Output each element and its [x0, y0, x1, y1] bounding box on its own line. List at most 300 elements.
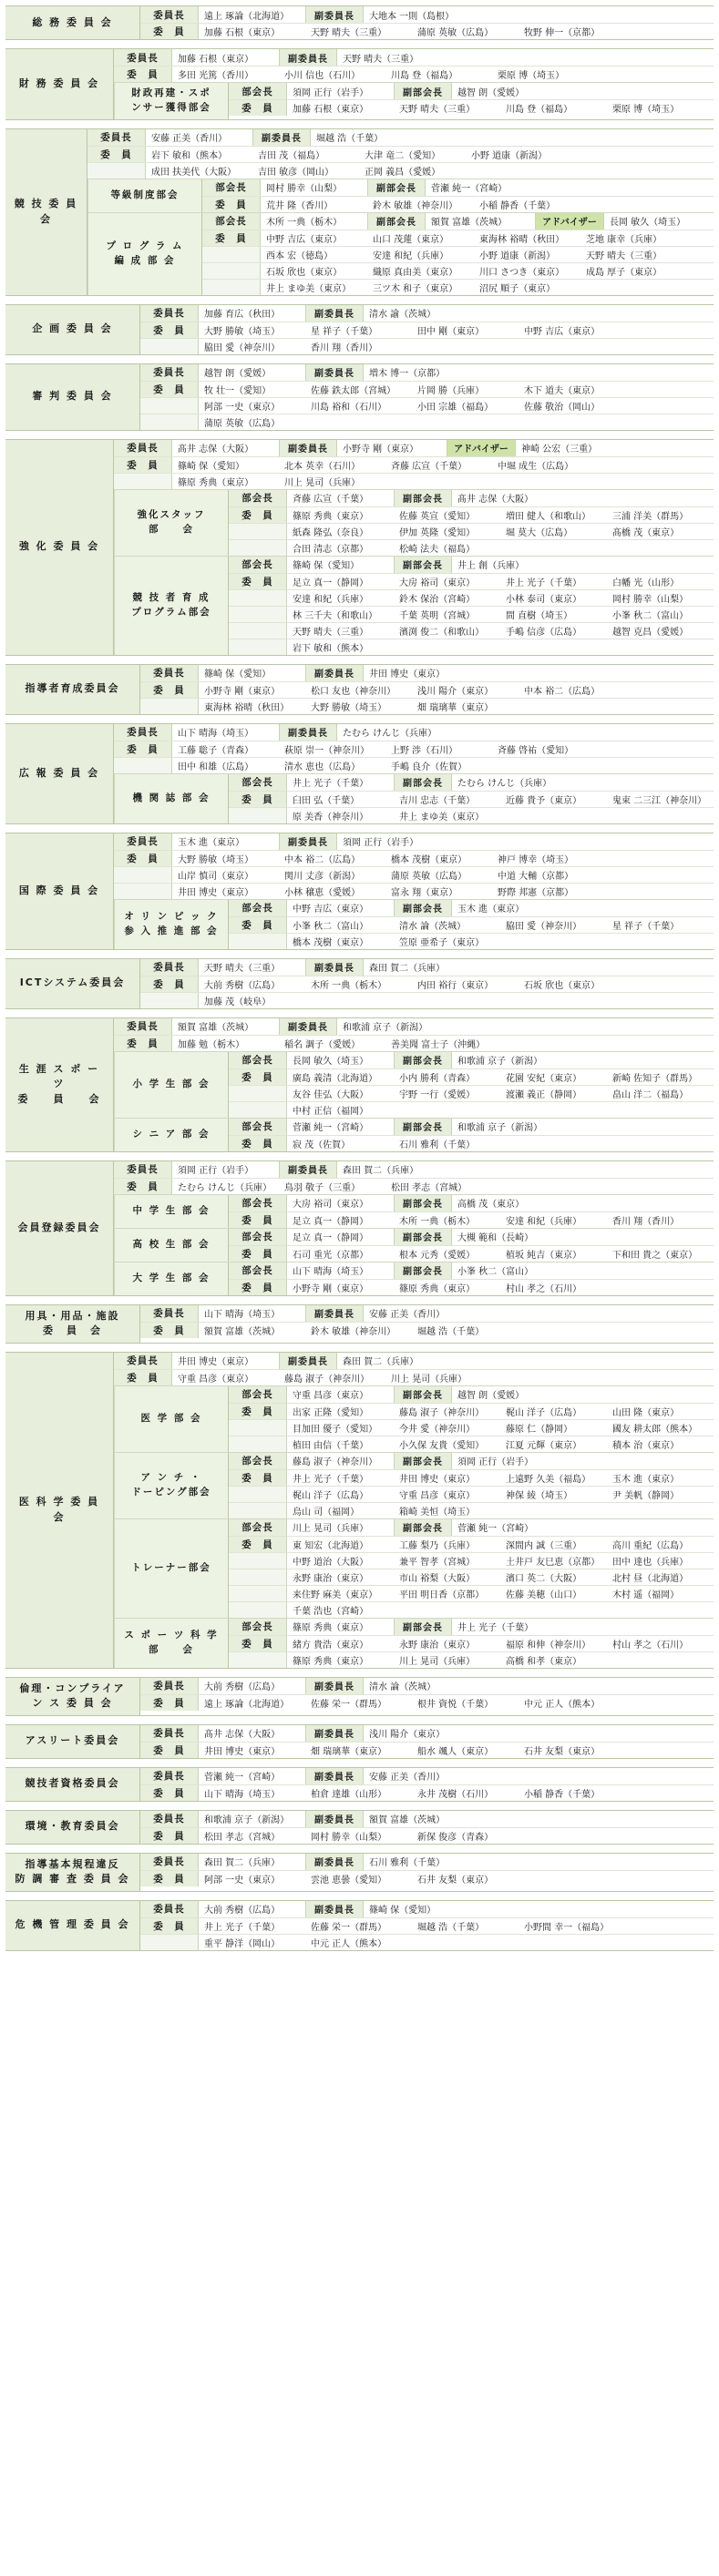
member-row [140, 364, 714, 381]
member-name: 石井 友梨（東京） [417, 1875, 494, 1886]
member-name: 脇田 愛（神奈川） [204, 342, 281, 353]
member-name: 小峯 秋二（富山） [612, 610, 689, 621]
subcommittee-name: ア ン チ ・ ドーピング部会 [114, 1453, 229, 1518]
committee-section [5, 128, 714, 296]
member-name: 兼平 智孝（宮城） [399, 1557, 476, 1568]
member-name: 北村 昼（北海道） [612, 1573, 689, 1584]
member-name: 髙橋 茂（東京） [612, 527, 680, 538]
member-name: 蒲原 英敏（広島） [204, 418, 281, 429]
role-label: 委員長 [140, 959, 199, 976]
role-label [229, 1086, 287, 1101]
member-name: 川島 裕和（石川） [311, 402, 387, 413]
member-name: 成田 扶美代（大阪） [151, 167, 237, 178]
subcommittee-rows [229, 774, 714, 823]
subcommittee-rows [229, 1052, 714, 1118]
member-row [229, 1403, 714, 1419]
role-label [229, 623, 287, 639]
committee-section [5, 833, 714, 950]
member-name: 小林 泰司（東京） [506, 594, 582, 605]
member-name: 東海林 裕晴（秋田） [204, 702, 290, 713]
committee-section [5, 304, 714, 355]
role-label [229, 808, 287, 823]
vice-chair-label: 副委員長 [305, 1678, 364, 1694]
member-name: 木所 一典（栃木） [311, 980, 387, 991]
committee-body [114, 49, 714, 119]
member-name: 額賀 富雄（茨城） [204, 1326, 281, 1337]
vice-chair-label: 副部会長 [394, 557, 452, 573]
vice-chair-label: 副部会長 [394, 774, 452, 791]
role-label: 委員長 [140, 6, 199, 23]
member-row [202, 213, 714, 230]
member-row [140, 698, 714, 714]
subcommittee-block [87, 179, 714, 212]
member-name: 来住野 麻美（東京） [293, 1590, 378, 1600]
role-label [229, 607, 287, 622]
committee-body [114, 833, 714, 949]
member-name: 井田 博史（東京） [178, 887, 254, 898]
role-label: 委 員 [140, 322, 199, 338]
member-name: 大地本 一則（島根） [369, 11, 455, 22]
role-label [229, 1487, 287, 1502]
subcommittee-block [114, 556, 714, 655]
member-name: 富永 翔（東京） [391, 887, 458, 898]
role-label [229, 1602, 287, 1618]
member-name: 工藤 梨乃（兵庫） [399, 1540, 476, 1551]
member-name: 梶山 洋子（広島） [506, 1407, 582, 1418]
member-row [140, 1305, 714, 1322]
member-row [114, 440, 714, 456]
subcommittee-block [114, 82, 714, 119]
member-name: 新崎 佐知子（群馬） [612, 1073, 698, 1084]
role-label: 委 員 [229, 100, 287, 116]
member-name: 佐藤 栄一（群馬） [311, 1699, 387, 1710]
member-name: 吉川 忠志（千葉） [399, 795, 476, 806]
member-row [229, 83, 714, 99]
member-name: 岩下 敏和（熊本） [151, 150, 228, 161]
role-label: 部会長 [229, 490, 287, 506]
member-row [229, 807, 714, 823]
member-name: 新保 俊彦（青森） [417, 1832, 494, 1843]
role-label: 委員長 [114, 724, 172, 741]
member-name: 村山 孝之（石川） [612, 1640, 689, 1651]
subcommittee-rows [229, 1386, 714, 1452]
member-row [229, 1552, 714, 1569]
member-name: 濱渕 俊二（和歌山） [399, 627, 485, 638]
member-name: 鈴木 保治（宮崎） [399, 594, 476, 605]
member-name: 玉木 進（東京） [178, 838, 245, 848]
member-name: 石司 重光（京都） [293, 1250, 369, 1261]
role-label: 委 員 [229, 1212, 287, 1228]
member-name: 烏山 司（福岡） [293, 1507, 360, 1518]
member-row [229, 523, 714, 539]
member-name: 紙森 隆弘（奈良） [293, 527, 369, 538]
member-name: 畠山 洋二（福島） [612, 1089, 689, 1100]
member-name: 額賀 富雄（茨城） [178, 1023, 254, 1033]
member-name: 牧野 伸一（京都） [524, 28, 601, 38]
member-name: 髙井 志保（大阪） [178, 445, 254, 455]
member-row [229, 791, 714, 807]
committee-name: 生 涯 ス ポ ー ツ 委 員 会 [5, 1018, 114, 1151]
member-row [114, 757, 714, 773]
member-name: 小野寺 剛（東京） [293, 1283, 369, 1294]
committee-section [5, 5, 714, 40]
member-row [229, 506, 714, 523]
committee-body [140, 1901, 714, 1950]
member-name: 東 知宏（北海道） [293, 1540, 369, 1551]
member-name: 大津 竜二（愛知） [365, 150, 441, 161]
role-label [229, 1420, 287, 1436]
role-label: 部会長 [229, 1052, 287, 1068]
member-name: 神崎 公宏（三重） [521, 445, 598, 455]
vice-chair-label: 副部会長 [394, 83, 452, 99]
vice-chair-label: 副委員長 [305, 364, 364, 381]
member-row [202, 196, 714, 212]
committee-rows [140, 364, 714, 430]
committee-block [140, 1678, 714, 1711]
vice-chair-label: 副委員長 [305, 1811, 364, 1827]
committee-section [5, 1017, 714, 1152]
member-name: 須岡 正行（岩手） [457, 1457, 534, 1467]
member-name: 藤島 淑子（神奈川） [293, 1457, 378, 1467]
role-label: 委員長 [140, 665, 199, 681]
role-label: 委 員 [229, 1537, 287, 1552]
member-name: 寂 茂（佐賀） [293, 1140, 351, 1150]
member-name: 田中 達也（兵庫） [612, 1557, 689, 1568]
member-name: 合田 清志（京都） [293, 544, 369, 555]
vice-chair-label: 副部会長 [367, 179, 426, 196]
member-name: 尹 美帆（静岡） [612, 1490, 680, 1501]
member-name: 今井 愛（神奈川） [399, 1424, 476, 1435]
member-row [140, 1854, 714, 1870]
advisor-label: アドバイザー [447, 440, 516, 456]
role-label [202, 263, 261, 279]
member-row [229, 1419, 714, 1436]
member-row [229, 1068, 714, 1085]
member-name: たむら けんじ（兵庫） [457, 779, 552, 789]
vice-chair-label: 副委員長 [305, 959, 364, 976]
member-name: 大槻 範和（長崎） [457, 1233, 534, 1243]
member-name: 天野 晴夫（三重） [343, 54, 419, 65]
member-row [229, 933, 714, 949]
role-label: 委 員 [229, 1470, 287, 1486]
member-row [229, 1651, 714, 1668]
committee-rows [114, 1161, 714, 1194]
member-row [229, 1519, 714, 1536]
member-name: 稲名 調子（愛媛） [284, 1039, 361, 1050]
member-row [140, 1742, 714, 1758]
role-label: 委 員 [229, 507, 287, 523]
committee-block [114, 1353, 714, 1385]
member-row [229, 1279, 714, 1295]
member-name: 額賀 富雄（茨城） [431, 218, 508, 228]
vice-chair-label: 副委員長 [279, 833, 337, 850]
member-row [229, 1211, 714, 1228]
member-name: たむら けんじ（兵庫） [178, 1182, 272, 1193]
member-name: 長岡 敏久（埼玉） [293, 1057, 369, 1067]
member-name: 山下 晴海（埼玉） [293, 1267, 369, 1277]
member-name: 箱崎 美恒（埼玉） [399, 1507, 476, 1518]
member-name: 鈴木 敏雄（神奈川） [311, 1326, 396, 1337]
member-name: 間 直樹（埼玉） [506, 610, 573, 621]
member-row [140, 414, 714, 430]
member-name: 山田 隆（東京） [612, 1407, 680, 1418]
member-row [229, 1101, 714, 1118]
member-name: 篠原 秀典（東京） [293, 1623, 369, 1633]
member-row [114, 1178, 714, 1194]
role-label [202, 280, 261, 295]
member-name: 臼田 弘（千葉） [293, 795, 360, 806]
role-label: 部会長 [229, 1619, 287, 1635]
member-name: 井上 創（兵庫） [457, 561, 525, 571]
role-label: 委 員 [114, 1370, 172, 1385]
committee-name: 広 報 委 員 会 [5, 724, 114, 823]
member-name: 佐藤 敬治（岡山） [524, 402, 601, 413]
member-name: 安達 和紀（兵庫） [293, 594, 369, 605]
member-name: 植坂 純吉（東京） [506, 1250, 582, 1261]
member-name: 手嶋 良介（佐賀） [391, 762, 467, 772]
member-name: 小野間 幸一（福島） [524, 1922, 610, 1933]
subcommittee-name: プ ロ グ ラ ム 編 成 部 会 [87, 213, 202, 295]
member-name: 和歌浦 京子（新潟） [343, 1023, 428, 1033]
member-name: 加藤 石根（東京） [178, 54, 254, 65]
member-name: 森田 賀二（兵庫） [343, 1166, 419, 1176]
member-name: 工藤 聡子（青森） [178, 745, 254, 756]
committee-rows [87, 129, 714, 179]
committee-rows [140, 1678, 714, 1711]
role-label: 委員長 [114, 440, 172, 456]
committee-body [114, 1353, 714, 1668]
subcommittee-rows [202, 179, 714, 212]
member-name: 足立 真一（静岡） [293, 1233, 369, 1243]
role-label [229, 540, 287, 556]
member-row [114, 1369, 714, 1385]
member-name: 天野 晴夫（三重） [586, 250, 663, 261]
member-name: 栗原 博（埼玉） [612, 105, 680, 115]
vice-chair-label: 副委員長 [279, 1018, 337, 1035]
member-name: 大房 裕司（東京） [293, 1200, 369, 1210]
member-row [229, 1453, 714, 1469]
member-row [114, 1161, 714, 1178]
role-label: 委 員 [114, 1179, 172, 1194]
committee-section [5, 1677, 714, 1716]
committee-rows [140, 959, 714, 1008]
subcommittee-block [114, 1518, 714, 1618]
committee-name: 企 画 委 員 会 [5, 305, 140, 354]
subcommittee-name: 競 技 者 育 成 プログラム部会 [114, 557, 229, 655]
member-name: 山口 茂蓮（東京） [373, 234, 449, 245]
member-name: 小野 道康（新潟） [479, 250, 556, 261]
member-row [140, 976, 714, 992]
member-name: 蒲原 英敏（広島） [391, 871, 467, 882]
role-label: 委 員 [140, 1743, 199, 1758]
role-label: 部会長 [229, 1229, 287, 1245]
committee-body [114, 724, 714, 823]
member-name: 小野寺 剛（東京） [343, 445, 419, 455]
member-name: 和歌浦 京子（新潟） [457, 1123, 543, 1133]
member-name: 加藤 石根（東京） [204, 28, 281, 38]
role-label: 委 員 [140, 24, 199, 39]
role-label: 委 員 [140, 382, 199, 397]
subcommittee-rows [229, 83, 714, 119]
member-row [87, 162, 714, 179]
member-name: 浅川 陽介（東京） [417, 686, 494, 697]
member-name: 大野 勝敏（埼玉） [204, 326, 281, 337]
member-name: 上遠野 久美（福島） [506, 1474, 591, 1485]
member-name: 重平 静洋（岡山） [204, 1938, 281, 1949]
member-name: 神保 綾（埼玉） [506, 1490, 573, 1501]
vice-chair-label: 副部会長 [394, 490, 452, 506]
member-name: 小内 勝利（青森） [399, 1073, 476, 1084]
member-name: 大野 勝敏（埼玉） [178, 854, 254, 865]
committee-name: 指導基本規程違反 防 調 審 査 委 員 会 [5, 1854, 140, 1891]
committee-rows [140, 1854, 714, 1886]
member-name: 鬼束 二三江（神奈川） [612, 795, 707, 806]
committee-section [5, 1304, 714, 1344]
member-name: 大前 秀樹（広島） [204, 1906, 281, 1916]
member-name: 越智 克昌（愛媛） [612, 627, 689, 638]
member-name: 守重 昌彦（東京） [178, 1374, 254, 1385]
member-name: 井上 光子（千葉） [506, 578, 582, 588]
subcommittee-rows [229, 900, 714, 949]
subcommittee-block [114, 489, 714, 556]
committee-block [114, 1018, 714, 1051]
member-row [202, 279, 714, 295]
member-name: 木村 遥（福岡） [612, 1590, 680, 1600]
member-row [229, 1245, 714, 1262]
committee-section [5, 958, 714, 1009]
subcommittee-block [114, 773, 714, 823]
member-name: 加藤 勉（栃木） [178, 1039, 245, 1050]
member-name: 小野 道康（新潟） [471, 150, 548, 161]
member-name: 堀越 浩（千葉） [316, 134, 384, 144]
committee-rows [140, 1901, 714, 1950]
committee-body [140, 1678, 714, 1715]
member-name: 星 祥子（千葉） [311, 326, 378, 337]
member-name: 増木 博一（京都） [369, 369, 446, 379]
role-label: 委 員 [140, 682, 199, 698]
role-label: 委 員 [114, 741, 172, 757]
committee-section [5, 1352, 714, 1669]
subcommittee-name: 財政再建・スポ ンサー獲得部会 [114, 83, 229, 119]
member-row [229, 99, 714, 116]
member-row [229, 1486, 714, 1502]
member-name: 玉木 進（東京） [457, 905, 525, 915]
role-label [229, 1503, 287, 1518]
role-label: 委員長 [87, 129, 146, 146]
committee-block [140, 1854, 714, 1886]
member-name: 額賀 富雄（茨城） [369, 1815, 446, 1825]
member-name: 井上 光子（千葉） [457, 1623, 534, 1633]
member-name: 井上 まゆ美（東京） [266, 283, 352, 294]
committee-name: ICTシステム委員会 [5, 959, 140, 1008]
member-name: 篠原 秀典（東京） [399, 1283, 476, 1294]
committee-rows [140, 1768, 714, 1801]
member-name: 守重 昌彦（東京） [399, 1490, 476, 1501]
vice-chair-label: 副委員長 [279, 724, 337, 741]
committee-section [5, 1900, 714, 1951]
member-name: 江夏 元輝（東京） [506, 1440, 582, 1451]
role-label [229, 590, 287, 606]
member-name: 永野 康治（東京） [293, 1573, 369, 1584]
vice-chair-label: 副委員長 [279, 1161, 337, 1178]
member-name: 菅瀬 純一（宮崎） [293, 1123, 369, 1133]
subcommittee-block [114, 1385, 714, 1452]
member-row [140, 1917, 714, 1934]
member-name: 萩原 崇一（神奈川） [284, 745, 370, 756]
member-name: 濱口 英二（大阪） [506, 1573, 582, 1584]
member-name: 小田 宗雄（福島） [417, 402, 494, 413]
member-row [229, 606, 714, 622]
committee-section [5, 1724, 714, 1759]
role-label [87, 163, 146, 179]
member-name: 佐藤 英宣（愛知） [399, 511, 476, 522]
committee-section [5, 439, 714, 656]
member-name: 須岡 正行（岩手） [293, 87, 369, 98]
role-label: 委 員 [114, 1036, 172, 1051]
member-name: 廣島 義清（北海道） [293, 1073, 378, 1084]
member-name: 星 祥子（千葉） [612, 921, 680, 932]
vice-chair-label: 副委員長 [305, 665, 364, 681]
committee-name: アスリート委員会 [5, 1725, 140, 1758]
member-name: 國友 耕太郎（熊本） [612, 1424, 698, 1435]
member-name: 三ツ木 和子（東京） [373, 283, 458, 294]
subcommittee-rows [229, 557, 714, 655]
role-label: 部会長 [229, 1519, 287, 1536]
member-name: 緒方 貴浩（東京） [293, 1640, 369, 1651]
member-name: 川上 晃司（兵庫） [399, 1656, 476, 1667]
committee-section [5, 664, 714, 715]
member-name: 篠原 秀典（東京） [178, 477, 254, 488]
subcommittee-name: 等級制度部会 [87, 179, 202, 212]
member-name: 根本 元秀（愛媛） [399, 1250, 476, 1261]
subcommittee-rows [229, 1619, 714, 1668]
role-label: 委 員 [229, 1069, 287, 1085]
subcommittee-rows [229, 1195, 714, 1228]
member-row [114, 833, 714, 850]
member-name: 山下 晴海（埼玉） [178, 729, 254, 739]
member-name: 中元 正人（熊本） [524, 1699, 601, 1710]
member-name: 森田 賀二（兵庫） [343, 1357, 419, 1367]
subcommittee-name: 中 学 生 部 会 [114, 1195, 229, 1228]
subcommittee-name: トレーナー部会 [114, 1519, 229, 1618]
committee-section [5, 1160, 714, 1296]
role-label [140, 398, 199, 414]
committee-body [140, 959, 714, 1008]
subcommittee-rows [229, 1262, 714, 1295]
member-name: 阿部 一史（東京） [204, 402, 281, 413]
committee-block [87, 129, 714, 179]
member-row [229, 639, 714, 655]
member-name: 中野 吉広（東京） [293, 905, 369, 915]
member-name: たむら けんじ（兵庫） [343, 729, 437, 739]
committee-block [140, 305, 714, 354]
member-name: 堀越 浩（千葉） [417, 1922, 485, 1933]
member-row [140, 959, 714, 976]
subcommittee-rows [202, 213, 714, 295]
role-label: 委 員 [229, 1136, 287, 1151]
member-name: 安達 和紀（兵庫） [373, 250, 449, 261]
role-label [140, 1935, 199, 1950]
member-row [229, 589, 714, 606]
role-label: 委 員 [140, 1695, 199, 1711]
role-label: 部会長 [229, 900, 287, 916]
member-name: 石川 雅利（千葉） [399, 1140, 476, 1150]
member-row [229, 1135, 714, 1151]
member-name: 神戸 博幸（埼玉） [498, 854, 574, 865]
member-name: 中村 正信（福岡） [293, 1106, 369, 1117]
member-name: 友谷 佳弘（大阪） [293, 1089, 369, 1100]
role-label: 委 員 [114, 66, 172, 82]
